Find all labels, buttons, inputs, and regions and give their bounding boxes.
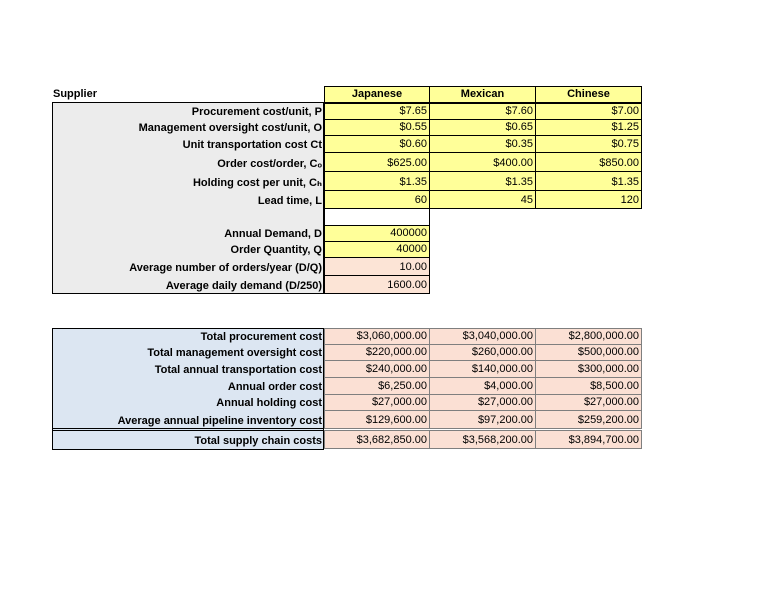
demand-label: Average number of orders/year (D/Q) — [129, 262, 322, 274]
param-cell[interactable]: 45 — [429, 190, 536, 209]
orders-per-year-cell[interactable]: 10.00 — [324, 257, 430, 276]
grand-total-cell[interactable]: $3,682,850.00 — [324, 430, 430, 449]
param-cell[interactable]: 60 — [324, 190, 430, 209]
header-japanese[interactable]: Japanese — [324, 86, 430, 103]
total-cell[interactable]: $2,800,000.00 — [535, 328, 642, 345]
empty-cell[interactable] — [324, 208, 430, 226]
total-label: Total procurement cost — [200, 331, 322, 343]
param-cell[interactable]: $1.25 — [535, 119, 642, 136]
total-cell[interactable]: $220,000.00 — [324, 344, 430, 361]
param-cell[interactable]: $7.00 — [535, 103, 642, 120]
param-cell[interactable]: $850.00 — [535, 152, 642, 172]
total-cell[interactable]: $240,000.00 — [324, 360, 430, 378]
total-cell[interactable]: $6,250.00 — [324, 377, 430, 395]
header-chinese[interactable]: Chinese — [535, 86, 642, 103]
param-cell[interactable]: $0.55 — [324, 119, 430, 136]
total-cell[interactable]: $259,200.00 — [535, 410, 642, 429]
total-cell[interactable]: $129,600.00 — [324, 410, 430, 429]
total-label: Total management oversight cost — [147, 347, 322, 359]
total-cell[interactable]: $27,000.00 — [535, 394, 642, 411]
grand-total-cell[interactable]: $3,568,200.00 — [429, 430, 536, 449]
order-quantity-cell[interactable]: 40000 — [324, 241, 430, 258]
grand-total-cell[interactable]: $3,894,700.00 — [535, 430, 642, 449]
param-label: Procurement cost/unit, P — [191, 106, 322, 118]
param-cell[interactable]: $0.65 — [429, 119, 536, 136]
total-cell[interactable]: $300,000.00 — [535, 360, 642, 378]
param-cell[interactable]: $7.60 — [429, 103, 536, 120]
param-cell[interactable]: $400.00 — [429, 152, 536, 172]
total-cell[interactable]: $3,040,000.00 — [429, 328, 536, 345]
param-label: Order cost/order, Cₒ — [217, 158, 322, 170]
total-cell[interactable]: $500,000.00 — [535, 344, 642, 361]
annual-demand-cell[interactable]: 400000 — [324, 225, 430, 242]
total-cell[interactable]: $97,200.00 — [429, 410, 536, 429]
demand-label: Annual Demand, D — [224, 228, 322, 240]
total-label: Total annual transportation cost — [154, 364, 322, 376]
param-cell[interactable]: 120 — [535, 190, 642, 209]
param-label: Holding cost per unit, Cₕ — [192, 177, 322, 189]
param-label: Management oversight cost/unit, O — [138, 122, 322, 134]
total-cell[interactable]: $4,000.00 — [429, 377, 536, 395]
grand-total-label: Total supply chain costs — [194, 435, 322, 447]
total-cell[interactable]: $8,500.00 — [535, 377, 642, 395]
param-cell[interactable]: $0.35 — [429, 135, 536, 153]
demand-label: Order Quantity, Q — [230, 244, 322, 256]
supplier-heading: Supplier — [53, 88, 98, 100]
total-label: Annual holding cost — [216, 397, 322, 409]
param-cell[interactable]: $7.65 — [324, 103, 430, 120]
param-cell[interactable]: $1.35 — [429, 171, 536, 191]
total-cell[interactable]: $140,000.00 — [429, 360, 536, 378]
param-cell[interactable]: $0.75 — [535, 135, 642, 153]
total-cell[interactable]: $3,060,000.00 — [324, 328, 430, 345]
param-cell[interactable]: $625.00 — [324, 152, 430, 172]
daily-demand-cell[interactable]: 1600.00 — [324, 275, 430, 294]
header-mexican[interactable]: Mexican — [429, 86, 536, 103]
total-cell[interactable]: $27,000.00 — [324, 394, 430, 411]
param-label: Unit transportation cost Ct — [182, 139, 322, 151]
total-label: Average annual pipeline inventory cost — [117, 415, 322, 427]
param-cell[interactable]: $0.60 — [324, 135, 430, 153]
total-label: Annual order cost — [227, 381, 322, 393]
total-cell[interactable]: $260,000.00 — [429, 344, 536, 361]
total-cell[interactable]: $27,000.00 — [429, 394, 536, 411]
param-label: Lead time, L — [257, 195, 322, 207]
param-cell[interactable]: $1.35 — [535, 171, 642, 191]
demand-label: Average daily demand (D/250) — [165, 280, 322, 292]
param-cell[interactable]: $1.35 — [324, 171, 430, 191]
